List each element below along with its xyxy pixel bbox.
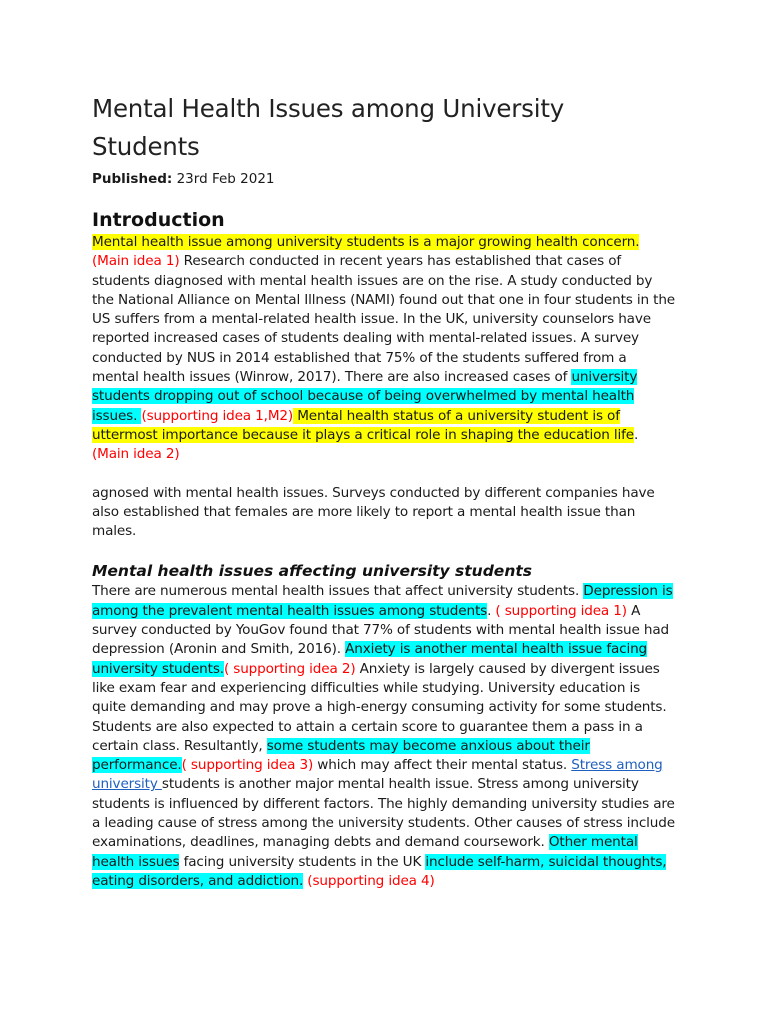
section-text: facing university students in the UK [179, 853, 426, 870]
published-label: Published: [92, 171, 173, 187]
section-paragraph [92, 582, 677, 891]
highlight-main-idea-1: Mental health issue among university students is a major growing health concern. [92, 234, 640, 250]
section-text: Anxiety is largely caused by divergent issues like exam fear and experiencing difficulties while studying. University education is quite demanding and may prove a high-energy consuming activity for some students. Students are also expected to attain a certain score to guarantee them a pass in a certain class. Resultantly, [92, 660, 667, 754]
published-line [92, 169, 677, 189]
intro-text: Research conducted in recent years has established that cases of students diagnosed with mental health issues are on the rise. A study conducted by the National Alliance on Mental Illness (NAMI) found out that one in four students in the US suffers from a mental-related health issue. In the UK, university counselors have reported increased cases of students dealing with mental-related issues. A survey conducted by NUS in 2014 established that 75% of the students suffered from a mental health issues (Winrow, 2017). There are also increased cases of [92, 253, 676, 386]
annotation-main-idea-1: (Main idea 1) [92, 253, 180, 270]
section-text: There are numerous mental health issues that affect university students. [92, 583, 584, 600]
highlight-self-harm: include self-harm, suicidal thoughts, eating disorders, and addiction. [92, 853, 667, 889]
published-date: 23rd Feb 2021 [176, 171, 275, 187]
annotation-supporting-idea-1: ( supporting idea 1) [495, 602, 627, 619]
highlight-supporting-idea-1: university students dropping out of school because of being overwhelmed by mental health issues. [92, 369, 638, 424]
highlight-depression: Depression is among the prevalent mental health issues among students [92, 583, 673, 619]
highlight-other-issues: Other mental health issues [92, 834, 638, 870]
highlight-main-idea-2: Mental health status of a university student is of uttermost importance because it plays a critical role in shaping the education life [92, 407, 634, 443]
annotation-supporting-idea-4: (supporting idea 4) [307, 872, 435, 889]
document-body [92, 90, 677, 891]
annotation-supporting-idea-1: (supporting idea 1,M2) [141, 407, 294, 424]
section-text: A survey conducted by YouGov found that 77% of students with mental health issue had depression (Aronin and Smith, 2016). [92, 602, 670, 658]
page-title: Mental Health Issues among University Students [92, 94, 565, 161]
highlight-anxiety: Anxiety is another mental health issue facing university students. [92, 641, 648, 677]
introduction-heading: Introduction [92, 209, 225, 231]
section-text: students is another major mental health issue. Stress among university students is influenced by different factors. The highly demanding university studies are a leading cause of stress among the university students. Other causes of stress include examinations, deadlines, managing debts and demand coursework. [92, 776, 675, 851]
stress-link[interactable]: Stress among university [92, 757, 663, 793]
intro-paragraph-2: agnosed with mental health issues. Surveys conducted by different companies have also established that females are more likely to report a mental health issue than males. [92, 484, 655, 540]
section-text: which may affect their mental status. [313, 757, 572, 774]
annotation-supporting-idea-2: ( supporting idea 2) [223, 660, 356, 677]
section-text: . [487, 602, 496, 619]
annotation-supporting-idea-3: ( supporting idea 3) [181, 757, 314, 774]
intro-period: . [634, 426, 639, 443]
intro-paragraph-1 [92, 233, 677, 465]
annotation-main-idea-2: (Main idea 2) [92, 446, 180, 463]
highlight-performance: some students may become anxious about their performance. [92, 737, 590, 774]
section-heading-mental-health-issues: Mental health issues affecting university students [92, 562, 532, 581]
